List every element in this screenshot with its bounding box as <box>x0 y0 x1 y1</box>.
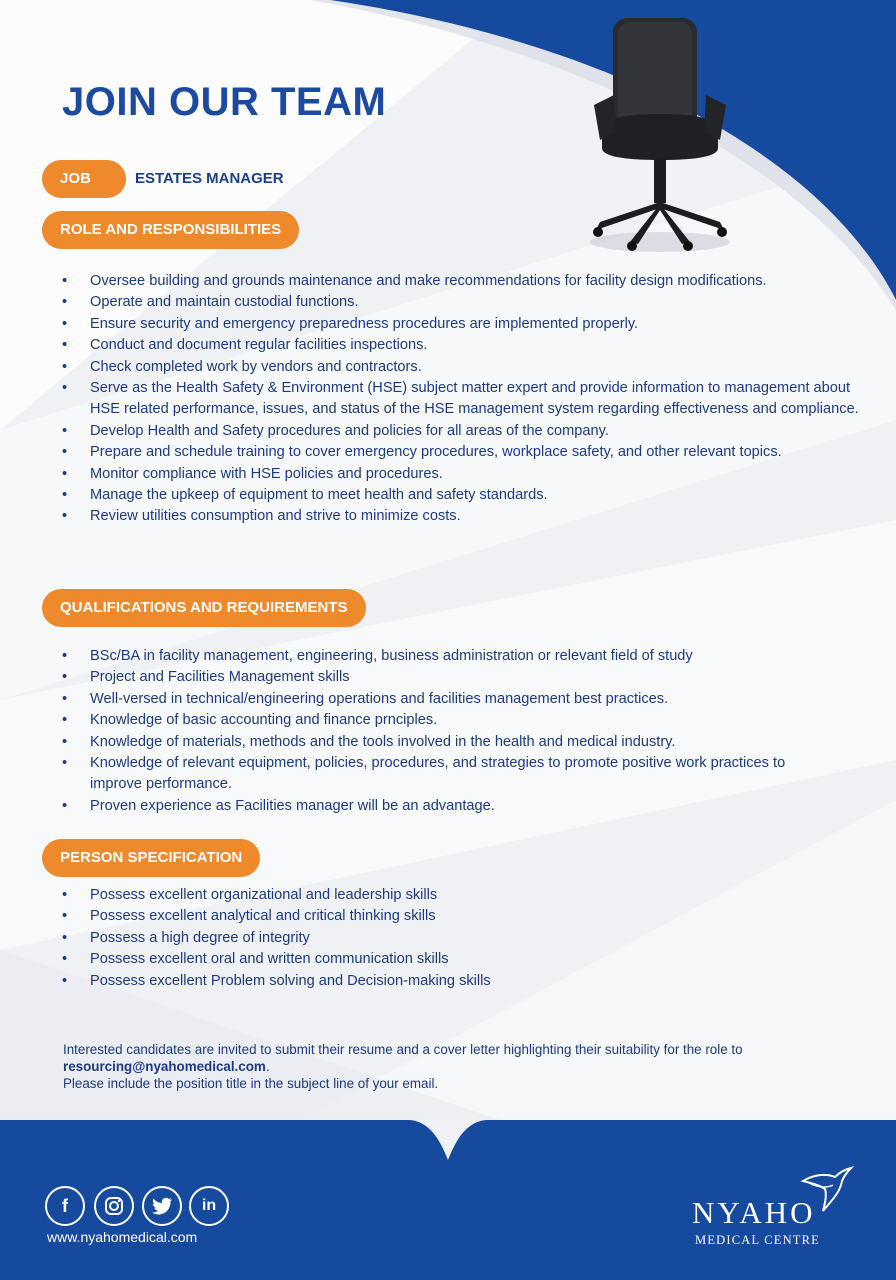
role-section-heading: ROLE AND RESPONSIBILITIES <box>42 211 299 249</box>
contact-email-suffix: . <box>265 1059 270 1074</box>
job-label-badge: JOB <box>42 160 126 198</box>
contact-email-link[interactable]: resourcing@nyahomedical.com <box>63 1059 266 1074</box>
list-item: • BSc/BA in facility management, engineering, business administration or relevant field of study <box>62 646 822 667</box>
contact-note: Please include the position title in the subject line of your email. <box>63 1076 439 1091</box>
list-item: • Project and Facilities Management skills <box>62 667 822 688</box>
instagram-icon[interactable] <box>94 1186 134 1226</box>
list-item: • Ensure security and emergency preparedness procedures are implemented properly. <box>62 314 862 335</box>
person-spec-section-heading: PERSON SPECIFICATION <box>42 839 260 877</box>
list-item: • Well-versed in technical/engineering operations and facilities management best practices. <box>62 689 822 710</box>
list-item: • Possess excellent organizational and leadership skills <box>62 885 762 906</box>
list-item: • Prepare and schedule training to cover emergency procedures, workplace safety, and other relevant topics. <box>62 442 862 463</box>
brand-logo-text: NYAHO <box>692 1195 816 1230</box>
list-item: • Possess excellent analytical and critical thinking skills <box>62 906 762 927</box>
job-title: ESTATES MANAGER <box>135 170 284 187</box>
person-spec-list <box>62 885 762 992</box>
list-item: • Possess a high degree of integrity <box>62 928 762 949</box>
website-link[interactable]: www.nyahomedical.com <box>47 1229 198 1245</box>
qualifications-section-heading: QUALIFICATIONS AND REQUIREMENTS <box>42 589 366 627</box>
facebook-icon[interactable]: f <box>45 1186 85 1226</box>
twitter-icon[interactable] <box>142 1186 182 1226</box>
twitter-glyph <box>151 1196 173 1216</box>
qualifications-list <box>62 646 822 817</box>
list-item: • Conduct and document regular facilities inspections. <box>62 335 862 356</box>
list-item: • Develop Health and Safety procedures and policies for all areas of the company. <box>62 421 862 442</box>
office-chair-image <box>580 10 740 255</box>
brand-subtitle: MEDICAL CENTRE <box>695 1233 821 1247</box>
list-item: • Knowledge of relevant equipment, policies, procedures, and strategies to promote positive work practices to improve performance. <box>62 753 822 796</box>
role-list <box>62 271 862 528</box>
list-item: • Knowledge of materials, methods and the tools involved in the health and medical industry. <box>62 732 822 753</box>
list-item: • Monitor compliance with HSE policies and procedures. <box>62 464 862 485</box>
list-item: • Check completed work by vendors and contractors. <box>62 357 862 378</box>
list-item: • Oversee building and grounds maintenance and make recommendations for facility design modifications. <box>62 271 862 292</box>
list-item: • Possess excellent oral and written communication skills <box>62 949 762 970</box>
contact-intro: Interested candidates are invited to submit their resume and a cover letter highlighting their suitability for the role to <box>63 1042 743 1057</box>
list-item: • Manage the upkeep of equipment to meet health and safety standards. <box>62 485 862 506</box>
list-item: • Review utilities consumption and strive to minimize costs. <box>62 506 862 527</box>
list-item: • Operate and maintain custodial functions. <box>62 292 862 313</box>
list-item: • Knowledge of basic accounting and finance prnciples. <box>62 710 822 731</box>
page-title: JOIN OUR TEAM <box>62 80 387 124</box>
list-item: • Possess excellent Problem solving and Decision-making skills <box>62 971 762 992</box>
application-instructions <box>63 1041 853 1092</box>
instagram-glyph <box>104 1196 124 1216</box>
list-item: • Proven experience as Facilities manager will be an advantage. <box>62 796 822 817</box>
list-item: • Serve as the Health Safety & Environment (HSE) subject matter expert and provide information to management about HSE related performance, issues, and status of the HSE management system regarding effectiveness and compliance. <box>62 378 862 421</box>
linkedin-icon[interactable]: in <box>189 1186 229 1226</box>
